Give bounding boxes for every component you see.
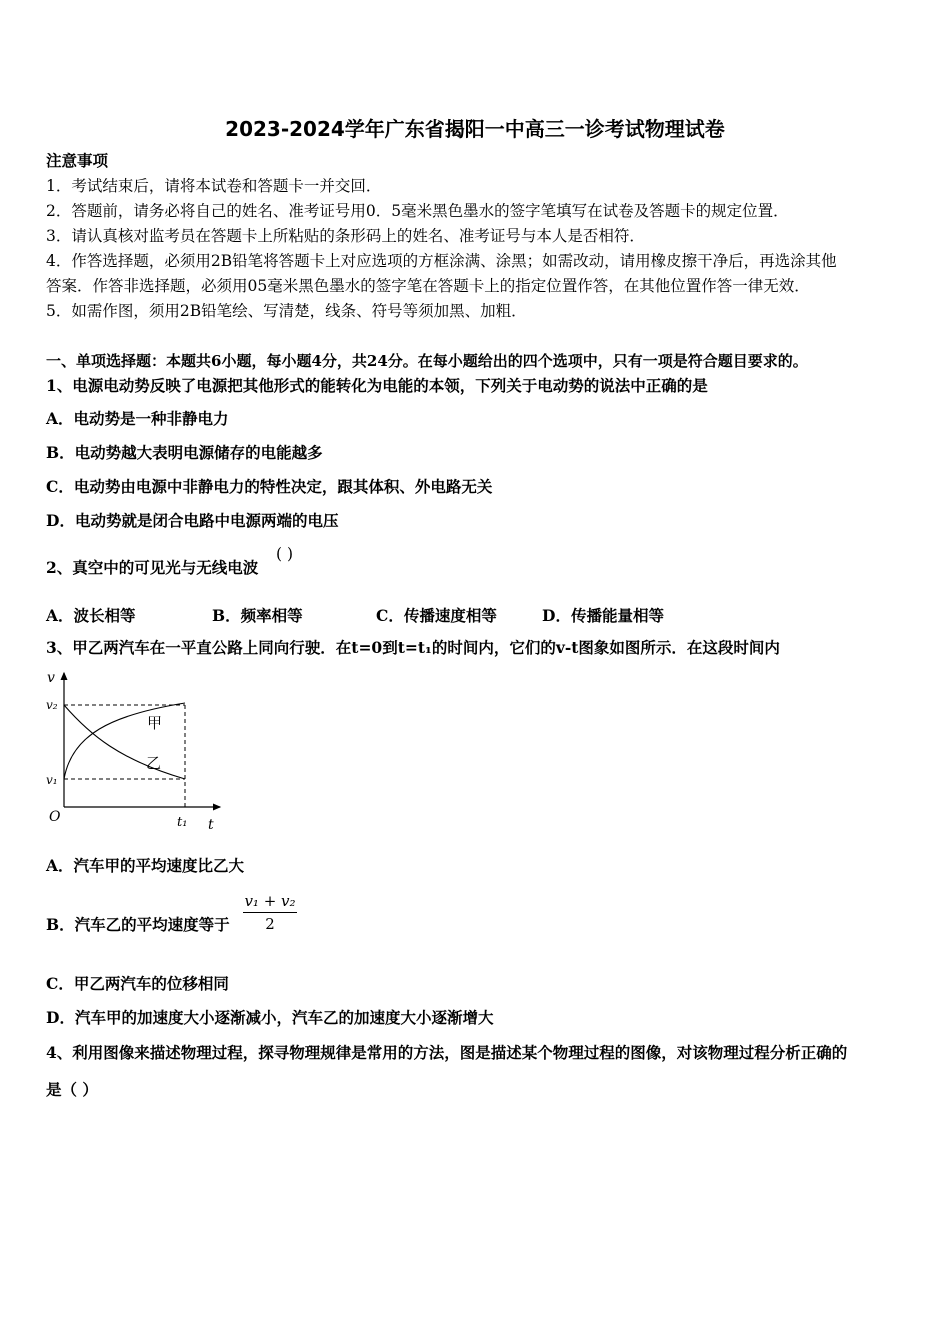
q1-option-d: D．电动势就是闭合电路中电源两端的电压 (46, 511, 339, 530)
note-item-5: 5．如需作图，须用2B铅笔绘、写清楚，线条、符号等须加黑、加粗． (46, 302, 527, 320)
q3-option-d: D．汽车甲的加速度大小逐渐减小，汽车乙的加速度大小逐渐增大 (46, 1008, 494, 1027)
jia-label: 甲 (147, 714, 163, 732)
note-item-2: 2．答题前，请务必将自己的姓名、准考证号用0．5毫米黑色墨水的签字笔填写在试卷及答题卡的规定位置． (46, 202, 789, 220)
q2-stem: 2、真空中的可见光与无线电波 (46, 558, 259, 577)
yi-label: 乙 (146, 754, 162, 772)
q1-option-b: B．电动势越大表明电源储存的电能越多 (46, 443, 323, 462)
q2-option-a: A．波长相等 (46, 606, 136, 625)
q3-option-b: B．汽车乙的平均速度等于 (46, 915, 230, 934)
q4-stem: 4、利用图像来描述物理过程，探寻物理规律是常用的方法，图是描述某个物理过程的图像，对该物理过程分析正确的 (46, 1043, 848, 1062)
fraction-numerator: v₁ + v₂ (243, 892, 297, 913)
v1-label: v₁ (46, 773, 58, 787)
curve-jia (64, 703, 185, 779)
v2-label: v₂ (46, 698, 58, 712)
q4-stem-cont: 是（ ） (46, 1080, 98, 1099)
q2-option-b: B．频率相等 (212, 606, 303, 625)
q3-stem: 3、甲乙两汽车在一平直公路上同向行驶．在t=0到t=t₁的时间内，它们的v-t图象如图所示．在这段时间内 (46, 638, 780, 657)
fraction-denominator: 2 (265, 915, 275, 933)
q3-option-c: C．甲乙两汽车的位移相同 (46, 974, 229, 993)
note-item-1: 1．考试结束后，请将本试卷和答题卡一并交回． (46, 177, 382, 195)
q1-stem: 1、电源电动势反映了电源把其他形式的能转化为电能的本领，下列关于电动势的说法中正确的是 (46, 376, 708, 395)
section-heading: 一、单项选择题：本题共6小题，每小题4分，共24分。在每小题给出的四个选项中，只有一项是符合题目要求的。 (46, 352, 808, 370)
notes-heading: 注意事项 (46, 151, 109, 170)
origin-label: O (49, 809, 61, 825)
note-item-3: 3．请认真核对监考员在答题卡上所粘贴的条形码上的姓名、准考证号与本人是否相符． (46, 227, 645, 245)
note-item-4-cont: 答案．作答非选择题，必须用05毫米黑色墨水的签字笔在答题卡上的指定位置作答，在其他位置作答一律无效． (46, 277, 810, 295)
page-title: 2023-2024学年广东省揭阳一中高三一诊考试物理试卷 (225, 117, 725, 141)
note-item-4: 4．作答选择题，必须用2B铅笔将答题卡上对应选项的方框涂满、涂黑；如需改动，请用橡皮擦干净后，再选涂其他 (46, 252, 837, 270)
q2-option-c: C．传播速度相等 (376, 606, 497, 625)
q2-option-d: D．传播能量相等 (542, 606, 664, 625)
q3-option-b-fraction (243, 892, 297, 933)
q3-option-a: A．汽车甲的平均速度比乙大 (46, 856, 245, 875)
v-axis-label: v (47, 670, 55, 686)
t-axis-label: t (208, 817, 214, 833)
q2-answer-paren: ( ) (276, 545, 294, 563)
q3-vt-graph (40, 665, 230, 837)
t1-label: t₁ (177, 815, 188, 830)
q1-option-a: A．电动势是一种非静电力 (46, 409, 229, 428)
q1-option-c: C．电动势由电源中非静电力的特性决定，跟其体积、外电路无关 (46, 477, 493, 496)
